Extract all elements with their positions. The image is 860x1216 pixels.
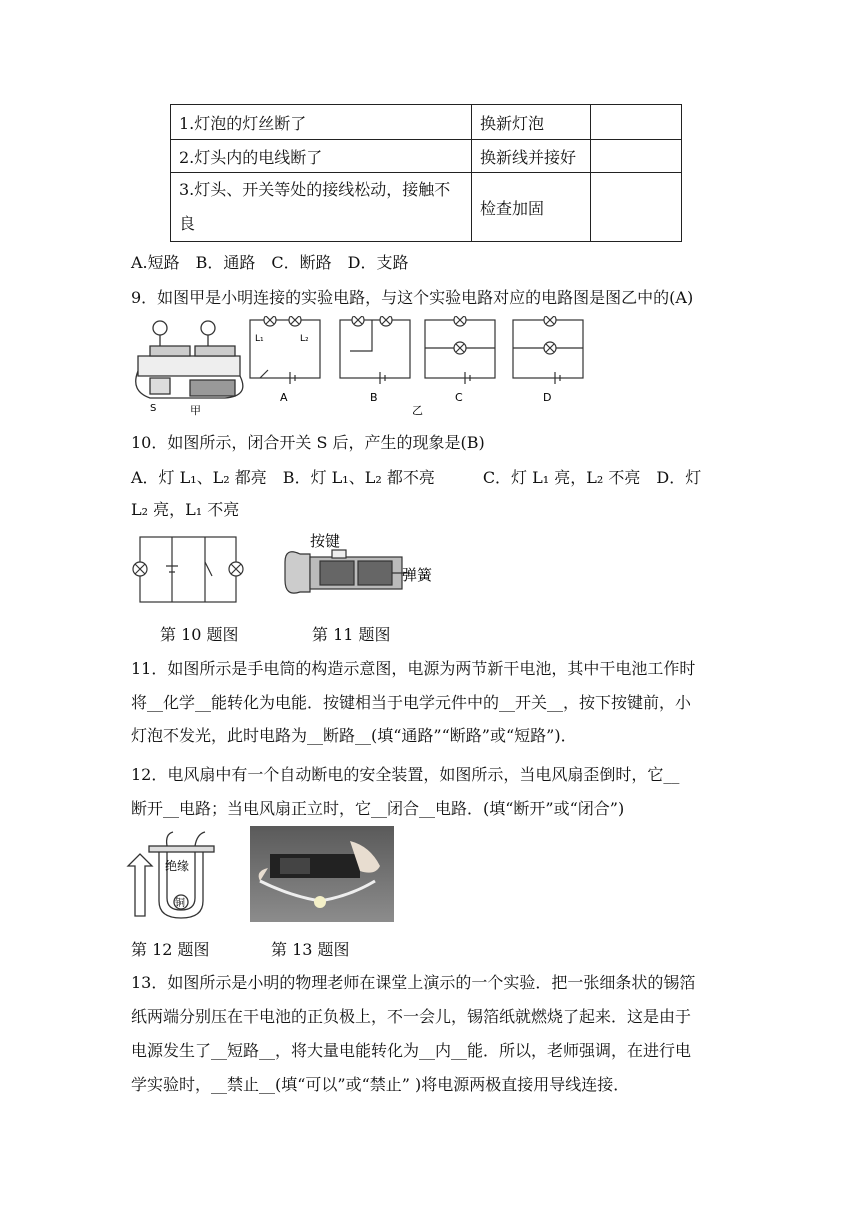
q10-text: 10．如图所示，闭合开关 S 后，产生的现象是(B) <box>131 433 485 452</box>
figure-12 <box>125 826 225 926</box>
L2-label: L₂ <box>300 334 309 344</box>
insulation-label: 绝缘 <box>165 859 190 873</box>
table-cell: 3.灯头、开关等处的接线松动，接触不良 <box>171 173 472 242</box>
table-cell: 2.灯头内的电线断了 <box>171 140 472 173</box>
option-C-label: C <box>455 391 463 404</box>
q9-text: 9．如图甲是小明连接的实验电路，与这个实验电路对应的电路图是图乙中的(A) <box>131 288 694 307</box>
label-jia: 甲 <box>190 404 201 416</box>
option-D-label: D <box>543 391 552 404</box>
label-yi: 乙 <box>412 404 423 416</box>
caption-fig11: 第 11 题图 <box>312 625 391 644</box>
table-cell <box>591 140 682 173</box>
q11-line3: 灯泡不发光，此时电路为__断路__(填“通路”“断路”或“短路”)． <box>131 726 577 745</box>
q13-line4: 学实验时，__禁止__(填“可以”或“禁止” )将电源两极直接用导线连接． <box>131 1075 630 1094</box>
table-cell: 检查加固 <box>472 173 591 242</box>
figure-13-photo <box>250 826 394 922</box>
q11-line2: 将__化学__能转化为电能．按键相当于电学元件中的__开关__，按下按键前，小 <box>131 693 692 712</box>
q12-line1: 12．电风扇中有一个自动断电的安全装置，如图所示，当电风扇歪倒时，它__ <box>131 765 680 784</box>
table-cell <box>591 173 682 242</box>
spring-label: 弹簧 <box>402 566 433 584</box>
circuit-C <box>425 316 495 384</box>
table-cell <box>591 105 682 140</box>
q13-line1: 13．如图所示是小明的物理老师在课堂上演示的一个实验．把一张细条状的锡箔 <box>131 973 696 992</box>
option-B-label: B <box>370 391 378 404</box>
q13-line3: 电源发生了__短路__，将大量电能转化为__内__能．所以，老师强调，在进行电 <box>131 1041 692 1060</box>
circuit-D <box>513 316 583 384</box>
switch-label-S: S <box>150 403 157 414</box>
button-label: 按键 <box>310 532 341 550</box>
circuit-A <box>250 316 320 384</box>
L1-label: L₁ <box>255 334 264 344</box>
apparatus-sketch <box>136 321 243 398</box>
caption-fig12: 第 12 题图 <box>131 940 210 959</box>
q10-options-1: A．灯 L₁、L₂ 都亮 B．灯 L₁、L₂ 都不亮 C．灯 L₁ 亮，L₂ 不亮 D．灯 <box>131 468 702 487</box>
fault-table <box>170 104 682 242</box>
circuit-B <box>340 316 410 384</box>
figure-9 <box>130 316 590 416</box>
q10-options-2: L₂ 亮，L₁ 不亮 <box>131 500 240 519</box>
q11-line1: 11．如图所示是手电筒的构造示意图，电源为两节新干电池，其中干电池工作时 <box>131 659 696 678</box>
figure-10 <box>130 532 245 607</box>
table-cell: 1.灯泡的灯丝断了 <box>171 105 472 140</box>
q8-options: A.短路 B．通路 C．断路 D．支路 <box>131 253 409 272</box>
q13-line2: 纸两端分别压在干电池的正负极上，不一会儿，锡箔纸就燃烧了起来．这是由于 <box>131 1007 692 1026</box>
option-A-label: A <box>280 391 288 404</box>
table-cell: 换新灯泡 <box>472 105 591 140</box>
caption-fig13: 第 13 题图 <box>271 940 350 959</box>
table-cell: 换新线并接好 <box>472 140 591 173</box>
figure-11 <box>280 532 440 607</box>
copper-label: 铜 <box>175 898 185 909</box>
caption-fig10: 第 10 题图 <box>160 625 239 644</box>
q12-line2: 断开__电路；当电风扇正立时，它__闭合__电路．(填“断开”或“闭合”) <box>131 799 625 818</box>
